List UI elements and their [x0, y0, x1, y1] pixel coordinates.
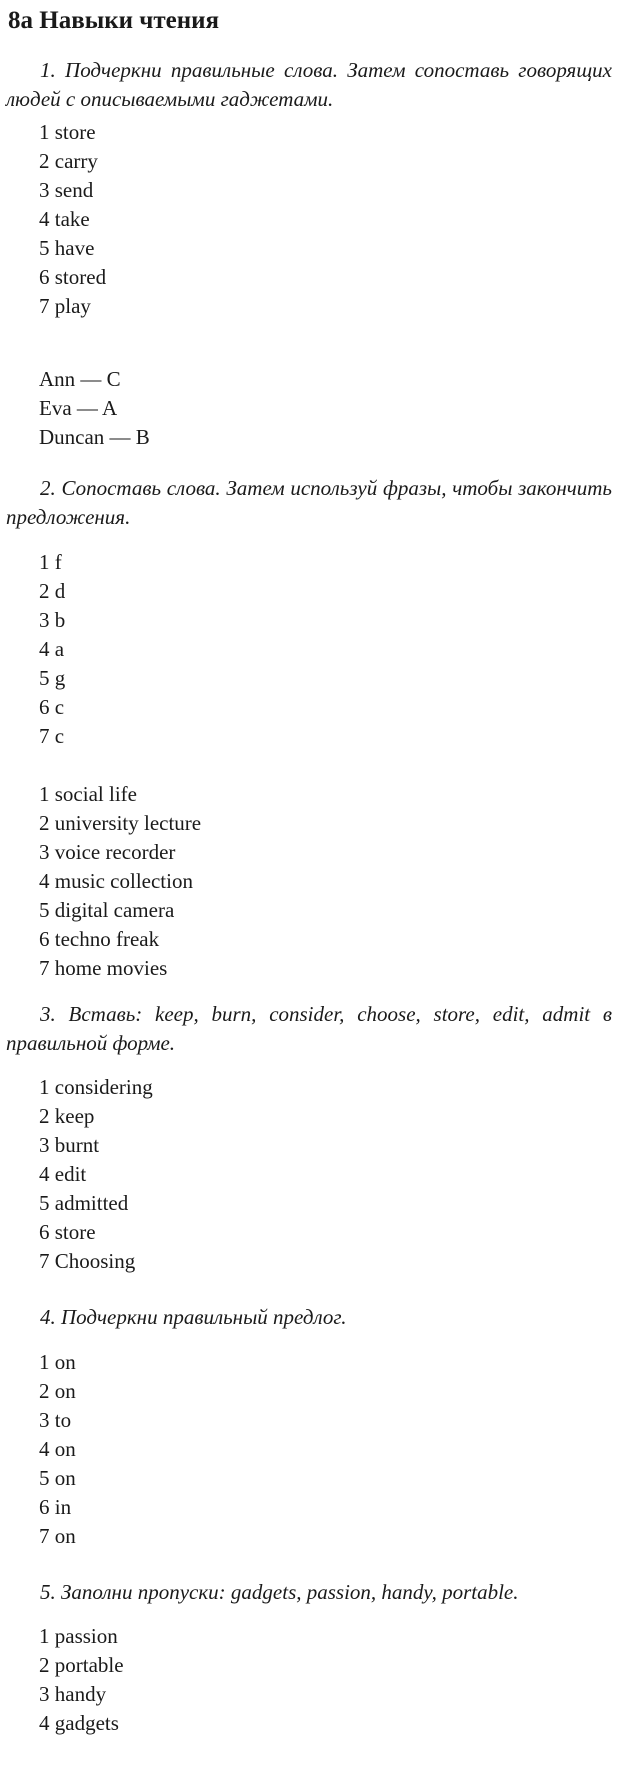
list-item: 1 passion: [39, 1624, 118, 1648]
list-item: Ann — C: [39, 367, 121, 391]
exercise-2-answers: [39, 548, 65, 751]
list-item: 1 f: [39, 550, 62, 574]
exercise-3-answers: [39, 1073, 153, 1276]
exercise-2-phrases: [39, 780, 201, 983]
exercise-4-instruction: 4. Подчеркни правильный предлог.: [40, 1305, 347, 1329]
list-item: 2 d: [39, 579, 66, 603]
exercise-1-instruction: 1. Подчеркни правильные слова. Затем сопоставь говорящих людей с описываемыми гаджетами.: [6, 58, 612, 111]
list-item: 4 a: [39, 637, 65, 661]
list-item: 7 on: [39, 1524, 76, 1548]
list-item: 4 on: [39, 1437, 76, 1461]
list-item: 3 b: [39, 608, 66, 632]
list-item: 5 admitted: [39, 1191, 129, 1215]
list-item: 7 home movies: [39, 956, 168, 980]
list-item: 2 keep: [39, 1104, 95, 1128]
list-item: 5 on: [39, 1466, 76, 1490]
exercise-3-instruction: 3. Вставь: keep, burn, consider, choose, store, edit, admit в правильной форме.: [6, 1002, 612, 1055]
list-item: 4 music collection: [39, 869, 193, 893]
list-item: 6 stored: [39, 265, 107, 289]
list-item: 6 c: [39, 695, 65, 719]
list-item: 1 considering: [39, 1075, 153, 1099]
list-item: 1 on: [39, 1350, 76, 1374]
exercise-2-instruction: 2. Сопоставь слова. Затем используй фразы, чтобы закончить предложения.: [6, 476, 612, 529]
exercise-4-answers: [39, 1348, 76, 1551]
list-item: 1 social life: [39, 782, 137, 806]
exercise-5-answers: [39, 1622, 124, 1738]
exercise-5-instruction: 5. Заполни пропуски: gadgets, passion, handy, portable.: [40, 1580, 519, 1604]
list-item: 2 university lecture: [39, 811, 202, 835]
list-item: 4 gadgets: [39, 1711, 119, 1735]
list-item: 2 carry: [39, 149, 98, 173]
list-item: 4 edit: [39, 1162, 87, 1186]
list-item: 3 handy: [39, 1682, 107, 1706]
list-item: 5 digital camera: [39, 898, 175, 922]
list-item: Eva — A: [39, 396, 118, 420]
list-item: 6 techno freak: [39, 927, 160, 951]
list-item: 3 voice recorder: [39, 840, 176, 864]
list-item: 2 on: [39, 1379, 76, 1403]
list-item: 4 take: [39, 207, 90, 231]
list-item: 5 g: [39, 666, 66, 690]
list-item: 6 in: [39, 1495, 72, 1519]
list-item: 5 have: [39, 236, 95, 260]
exercise-1-answers: [39, 118, 106, 321]
exercise-1-matches: [39, 365, 150, 452]
list-item: 3 send: [39, 178, 94, 202]
list-item: 7 play: [39, 294, 91, 318]
list-item: Duncan — B: [39, 425, 150, 449]
list-item: 7 c: [39, 724, 65, 748]
list-item: 1 store: [39, 120, 96, 144]
list-item: 3 burnt: [39, 1133, 100, 1157]
list-item: 6 store: [39, 1220, 96, 1244]
list-item: 3 to: [39, 1408, 72, 1432]
list-item: 7 Choosing: [39, 1249, 136, 1273]
list-item: 2 portable: [39, 1653, 124, 1677]
page-title: 8a Навыки чтения: [8, 7, 220, 34]
